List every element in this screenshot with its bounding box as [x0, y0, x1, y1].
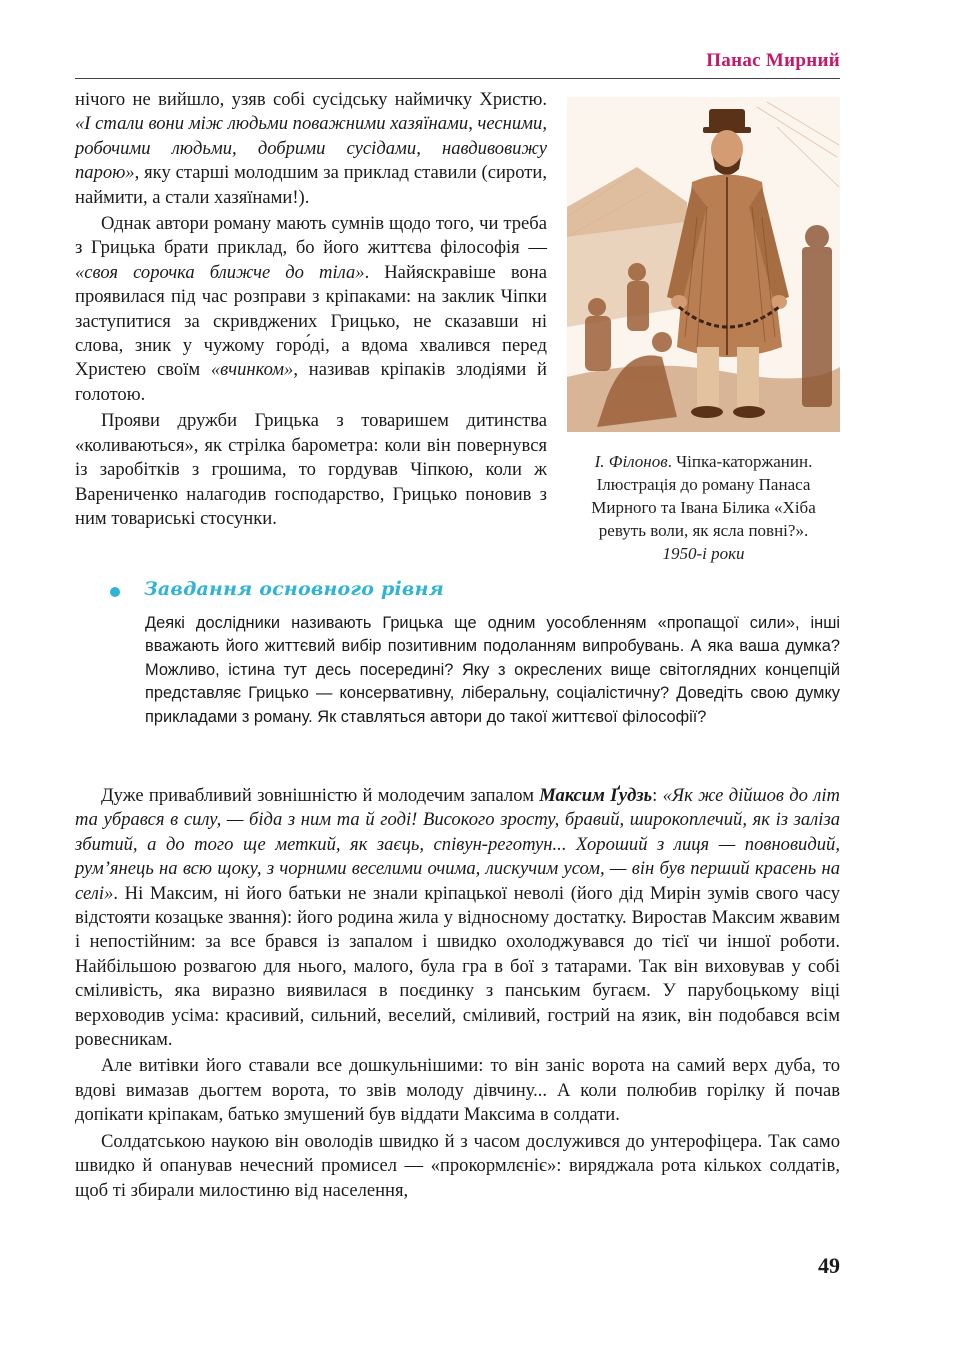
caption-author: І. Філонов [594, 452, 668, 471]
page-number: 49 [818, 1253, 840, 1278]
text-span: . Найяскравіше вона проявилася під час розправи з кріпаками: на заклик Чіпки заступитися за скривджених Грицько, не сказавши ні слова, зник у чужому горо́ді, а вдома хвалився перед Христею своїм [75, 261, 547, 381]
character-name: Максим Ґудзь [539, 785, 653, 806]
text-span: , яку старші молодшим за приклад ставили (сироти, наймити, а стали хазяїнами!). [75, 162, 547, 208]
paragraph [75, 212, 547, 407]
illustration-image [567, 97, 840, 432]
paragraph: Прояви дружби Грицька з товаришем дитинства «коливаються», як стрілка барометра: коли він повернувся із заробітків з грошима, то гордував Чіпкою, коли ж Варениченко налагодив господарство, Грицько поновив з ним товариські стосунки. [75, 410, 547, 529]
left-column-text [75, 88, 547, 531]
text-span: , називав кріпаків злодіями й голотою. [75, 359, 547, 405]
task-body: Деякі дослідники називають Грицька ще одним уособленням «пропащої сили», інші вважають його життєвий вибір позитивним подоланням випробувань. А яка ваша думка? Можливо, істина тут десь посередині? Яку з окреслених вище світоглядних концепцій представляє Грицько — консервативну, ліберальну, соціалістичну? Доведіть свою думку прикладами з роману. Як ставляться автори до такої життєвої філософії? [145, 614, 840, 726]
paragraph: Солдатською наукою він оволодів швидко й з часом дослужився до унтерофіцера. Так само швидко й опанував нечесний промисел — «прокормлєніє»: виряджала рота кількох солдатів, щоб ті збирали милостиню від населення, [75, 1130, 840, 1201]
text-span: нічого не вийшло, узяв собі сусідську наймичку Христю. [75, 89, 547, 110]
paragraph: Але витівки його ставали все дошкульнішими: то він заніс ворота на самий верх дуба, то вдові вимазав дьогтем ворота, то звів молоду дівчину... А коли полюбив горілку й почав допікати кріпакам, батько змушений був віддати Максима в солдати. [75, 1055, 840, 1126]
text-span: Дуже привабливий зовнішністю й молодечим запалом [101, 785, 540, 806]
running-header: Панас Мирний [706, 50, 840, 71]
header-divider [75, 78, 840, 79]
quote: «вчинком» [210, 359, 294, 381]
caption-text: . Чіпка-каторжанин. Ілюстрація до роману Панаса Мирного та Івана Білика «Хіба ревуть воли, як ясла повні?». [591, 452, 816, 540]
task-heading [110, 578, 810, 608]
text-span: Однак автори роману мають сумнів щодо того, чи треба з Грицька брати приклад, бо його життєва філософія — [75, 213, 547, 259]
paragraph [75, 88, 547, 210]
quote: «І стали вони між людьми поважними хазяїнами, чесними, робочими людьми, добрими сусідами, навдивовижу парою» [75, 113, 547, 184]
text-span: . Ні Максим, ні його батьки не знали кріпацької неволі (його дід Мирін зумів свого часу відстояти козацьке звання): його родина жила у відносному достатку. Виростав Максим жвавим і непостійним: за все брався із запалом і швидко охолоджувався до тієї чи іншої роботи. Найбільшою розвагою для нього, малого, була гра в бої з татарами. Так він виховував у собі сміливість, яка виразно виявилася в поєдинку з панським бугаєм. У парубоцькому віці верховодив усіма: красивий, сильний, веселий, сміливий, гострий на язик, він подобався всім ровесникам. [75, 882, 840, 1051]
figure-caption [567, 450, 840, 565]
main-text [75, 784, 840, 1203]
bullet-icon [110, 587, 120, 597]
paragraph [75, 784, 840, 1052]
task-title: Завдання основного рівня [144, 578, 444, 600]
text-span: : [652, 785, 663, 806]
figure [567, 97, 840, 565]
caption-date: 1950-і роки [662, 544, 745, 563]
quote: «своя сорочка ближче до тіла» [75, 261, 365, 283]
quote: «Як же дійшов до літ та убрався в силу, — біда з ним та й годі! Високого зросту, бравий, широкоплечий, як із заліза збитий, а до того ще меткий, як заєць, співун-реготун... Хороший з лиця — повновидий, рум’янець на всю щоку, з чорними веселими очима, лискучим усом, — він був перший красень на селі» [75, 785, 840, 904]
